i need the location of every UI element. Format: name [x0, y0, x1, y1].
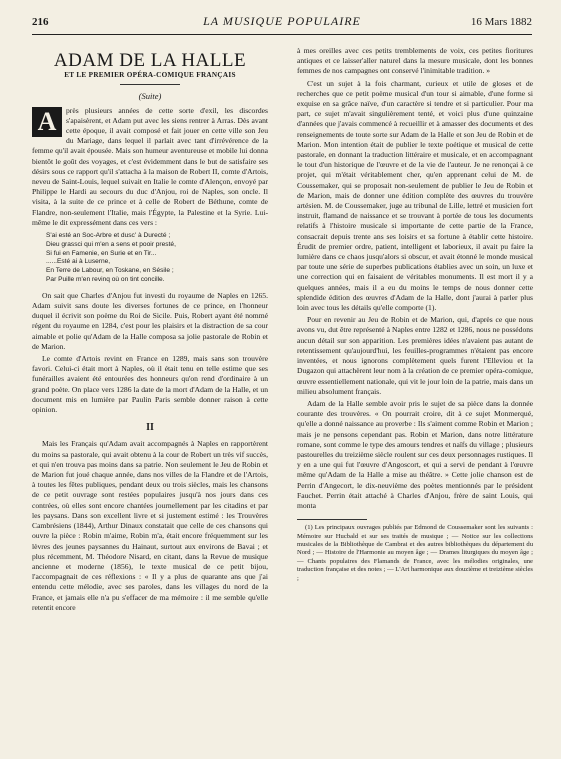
section-heading: II: [146, 422, 154, 434]
article-title: ADAM DE LA HALLE: [53, 50, 247, 71]
page-number: 216: [32, 16, 49, 28]
opening-paragraph: [32, 106, 268, 228]
issue-date: 16 Mars 1882: [470, 16, 532, 28]
suite-label: (Suite): [138, 91, 162, 102]
header-rule: [32, 34, 532, 35]
right-column: [297, 46, 533, 583]
paragraph: à mes oreilles avec ces petits tremblements de voix, ces petites fioritures antiques et ce laisser'aller naturel dans la mesure musicale, dont les bonnes femmes de nos campagnes ont conservé l'inimitable tradition. »: [297, 46, 533, 76]
verse-line: Par Puille m'en revinq où on tint concille.: [46, 276, 165, 284]
paragraph: Pour en revenir au Jeu de Robin et de Marion, qui, d'après ce que nous avons vu, dut être représenté à Naples entre 1282 et 1286, nous ne possédons aucun détail sur son apparition. Les premières idées n'avaient pas autant de retentissement qu'aujourd'hui, les feuilles-programmes n'étaient pas encore inventées, et nous ignorons complètement quels furent l'Elleviou et la Dugazon qui attachèrent leur nom à la création de ce premier opéra-comique, œuvre essentiellement nationale, qui vit le jour loin de la patrie, mais dans un milieu absolument français.: [297, 315, 533, 396]
verse-line: En Terre de Labour, en Toskane, en Sésile ;: [46, 267, 174, 275]
opening-text: près plusieurs années de cette sorte d'exil, les discordes s'apaisèrent, et Adam put avec les siens rentrer à Arras. Dès avant cette époque, il avait composé et fait jouer en cette ville son Jeu du Mariage, dans lequel il parlait avec tant d'irrévérence de la femme qu'il avait épousée. Mais son humeur aventureuse et mobile lui donna bientôt le goût des voyages, et c'est évidemment dans le but de satisfaire ses désirs sous ce rapport qu'il s'attacha à la maison de Robert II, comte d'Artois, neveu de Saint-Louis, lequel suivait en Italie le comte d'Alençon, envoyé par Philippe le Hardi au secours du duc d'Anjou, roi de Naples, son oncle. Il visita, à la suite de ce prince et à celle de Robert de Béthune, comte de Flandre, non-seulement l'Italie, mais l'Égypte, la Palestine et la Syrie. Lui-même le dit expressément dans ces vers :: [32, 105, 268, 227]
title-divider: [120, 84, 180, 85]
drop-cap: A: [32, 107, 62, 137]
paragraph: Le comte d'Artois revint en France en 1289, mais sans son trouvère favori. Celui-ci était mort à Naples, où il était tenu en telle estime que ses funérailles avaient été entourées des honneurs qu'on rend d'ordinaire à un grand poète. On place vers 1286 la date de la mort d'Adam de la Halle, et un document mis en lumière par Paulin Paris semble donner raison à cette opinion.: [32, 354, 268, 415]
verse-line: Si fui en Famenie, en Surie et en Tir...: [46, 249, 157, 257]
paragraph: On sait que Charles d'Anjou fut investi du royaume de Naples en 1265. Adam suivit sans doute les diverses fortunes de ce prince, en l'honneur duquel il écrivit son poème du Roi de Sicile. Puis, Robert ayant été nommé régent du royaume en 1284, c'est pour les plaisirs et la distraction de sa cour aimable et polie qu'Adam de la Halle composa sa jolie pastorale de Robin et de Marion.: [32, 290, 268, 351]
footnote: [297, 524, 533, 583]
paragraph: Mais les Français qu'Adam avait accompagnés à Naples en rapportèrent du moins sa pastorale, qui avait obtenu à la cour de Robert un très vif succès, et qui n'en trouva pas moins dans sa patrie. Non seulement le Jeu de Robin et de Marion fut joué chaque année, dans nos villes de la Flandre et de l'Artois, à toutes les fêtes publiques, pendant deux ou trois siècles, mais les chansons de ce petit ouvrage sont restées populaires jusqu'à nos jours dans ces contrées, où elles sont encore chantées journellement par les citadins et par les paysans. Dans son excellent livre et si justement estimé : les Trouvères Cambrésiens (1844), Arthur Dinaux constatait que celle de ces chansons qui ouvre la pièce : Robin m'aime, Robin m'a, était encore fréquemment sur les lèvres des jeunes paysannes du Hainaut, surtout aux environs de Bavai ; et plus récemment, M. Théodore Nisard, en citant, dans la Revue de musique ancienne et moderne (1856), le texte musical de ce petit bijou, l'accompagnait de ces réflexions : « Il y a plus de quarante ans que j'ai entendu cette mélodie, avec ses paroles, dans les villages du nord de la France, et jamais elle n'a pu s'effacer de ma mémoire : il me semble qu'elle retentit encore: [32, 439, 268, 612]
verse-line: ......Esté ai à Luserne,: [46, 258, 111, 266]
verse-block: [32, 232, 268, 285]
article-subtitle: ET LE PREMIER OPÉRA-COMIQUE FRANÇAIS: [64, 71, 236, 80]
verse-line: Dieu grassci qui m'en a sens et pooir presté,: [46, 240, 176, 248]
footnote-text: (1) Les principaux ouvrages publiés par Edmond de Coussemaker sont les suivants : Mémoire sur Hucbald et sur ses traités de musique ; — Notice sur les collections musicales de la Bibliothèque de Cambrai et des autres bibliothèques du département du Nord ; — Histoire de l'Harmonie au moyen âge ; — Drames liturgiques du moyen âge ; — Chants populaires des Flamands de France, avec les mélodies originales, une traduction française et des notes ; — L'Art harmonique aux douzième et treizième siècles ;: [297, 524, 533, 582]
verse-line: S'ai esté an Soc-Arbre et dusc' à Durecté ;: [46, 232, 171, 240]
paragraph: C'est un sujet à la fois charmant, curieux et utile de gloses et de recherches que ce petit poème musical d'un tour si aimable, d'une forme si exquise en sa grâce naïve, d'un caractère si tendre et si particulier. Pour ma part, ce sujet m'avait singulièrement tenté, et voici plus d'une quinzaine d'années que j'avais commencé à recueillir et à amasser des documents et des renseignements de toute sorte sur Adam de la Halle et son Jeu de Robin et de Marion. Mon intention était de publier le texte poétique et musical de cette pastorale, en donnant la traduction littéraire et musicale, et en accompagnant le tout d'un historique de l'œuvre et de la vie de l'auteur. Je ne renonçai à ce projet, qui m'était véritablement cher, qu'en apprenant celui de M. de Coussemaker, qui se proposait non-seulement de publier le Jeu de Robin et de Marion, mais de donner une édition complète des œuvres du trouvère artésien. M. de Coussemaker, juge au tribunal de Lille, lettré et musicien fort instruit, flamand de naissance et se trouvant à portée de tous les documents relatifs à l'histoire musicale si importante de cette partie de la France, consacrait depuis trente ans ses loisirs et sa fortune à établir cette histoire. Érudit de premier ordre, patient, intelligent et laborieux, il avait pu faire la lumière dans ce chaos jusqu'alors si obscur, et avait étonné le monde musical par toute une série de superbes publications établies avec un soin, un luxe et une correction qui en faisaient de véritables monuments. Il est mort il y a quelques années, mais il a eu du moins le temps de nous donner cette splendide édition des œuvres d'Adam de la Halle, dont j'aurai à parler plus loin avec tous les détails qu'elle comporte (1).: [297, 78, 533, 313]
page-header: [32, 14, 532, 32]
paragraph: Adam de la Halle semble avoir pris le sujet de sa pièce dans la donnée courante des trouvères. « On pourrait croire, dit à ce sujet Monmerqué, qu'elle a donné naissance au proverbe : Ils s'aiment comme Robin et Marion ; mais je ne pensons cependant pas. Robin et Marion, dans notre littérature romane, sont comme le type des amours tendres et naïfs du village ; plusieurs pastourelles du treizième siècle roulent sur ces deux personnages rustiques. Il y en a une qui fut l'œuvre d'Angoscort, et qui a servi de pendant à l'œuvre même qu'Adam de la Halle a mise au théâtre. » Cette jolie chanson est de Perrin d'Angecort, le dix-neuvième des poètes mentionnés par le président Fauchet. Perrin était attaché à Charles d'Anjou, frère de saint Louis, qui monta: [297, 398, 533, 510]
journal-title: LA MUSIQUE POPULAIRE: [203, 14, 361, 28]
footnote-divider: [297, 519, 367, 520]
left-column: [32, 46, 268, 615]
